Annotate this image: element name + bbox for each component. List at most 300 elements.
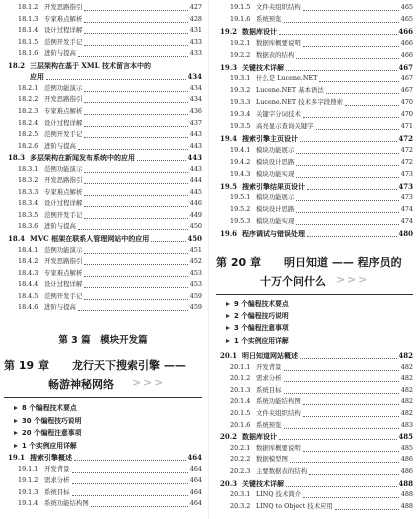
section-number: 19.1.4 — [18, 499, 39, 508]
page-number: 472 — [400, 157, 413, 166]
chapter-subtitle: 畅游神秘网络 — [48, 378, 114, 391]
section-title: 文件夹组织结构 — [256, 409, 301, 417]
dot-leader — [303, 405, 399, 417]
dot-leader — [319, 70, 399, 82]
page-number: 434 — [189, 83, 202, 92]
page-number: 464 — [189, 499, 202, 508]
section-title: 系统功能结构图 — [256, 397, 301, 406]
section-number: 18.1.6 — [18, 49, 39, 58]
page-number: 482 — [400, 385, 413, 394]
section-number: 19.1.3 — [18, 487, 39, 496]
section-title: 系统目标 — [256, 385, 282, 394]
section-number: 19.2.2 — [230, 50, 251, 59]
section-number: 19.1.5 — [230, 3, 251, 11]
dot-leader — [326, 82, 399, 94]
section-number: 19.2.1 — [230, 38, 251, 47]
section-title: 明日知道网站概述 — [242, 351, 298, 360]
page-number: 450 — [189, 222, 202, 231]
page-number: 459 — [189, 291, 202, 300]
page-number: 482 — [400, 397, 413, 406]
section-title: 系统目标 — [44, 487, 70, 496]
bullet-text: 2 个编程技巧说明 — [234, 312, 289, 321]
section-title: 搜索引擎结果页设计 — [242, 181, 305, 191]
triangle-bullet-icon — [226, 339, 230, 343]
bullet-text: 9 个编程技术要点 — [234, 300, 289, 308]
section-number: 18.3.5 — [18, 210, 39, 219]
page-number: 443 — [189, 164, 202, 173]
dot-leader — [316, 118, 399, 130]
page-number: 467 — [400, 74, 413, 83]
page-number: 446 — [189, 199, 202, 208]
section-title: 设计过程详解 — [44, 26, 83, 35]
dot-leader — [284, 417, 399, 429]
section-title: 范例开发手记 — [44, 210, 83, 219]
section-title: 应用 — [30, 72, 44, 82]
section-title: 搜索引擎主页设计 — [242, 133, 298, 143]
chapter-title: 明日知道 —— 程序员的 — [284, 256, 402, 269]
dot-leader — [307, 225, 399, 237]
section-number: 19.1.6 — [230, 14, 251, 23]
page-number: 474 — [400, 205, 413, 214]
section-title: 开发思路指引 — [44, 3, 83, 11]
page-number: 443 — [189, 141, 202, 150]
part-heading: 第 3 篇 模块开发篇 — [58, 335, 148, 346]
section-title: Lucene.NET 技术多字段搜索 — [256, 98, 343, 107]
section-number: 19.2 — [220, 26, 238, 36]
page-number: 473 — [400, 169, 413, 178]
section-number: 20.1.5 — [230, 409, 251, 417]
page-number: 483 — [400, 420, 413, 429]
section-number: 18.2.6 — [18, 141, 39, 150]
dot-leader — [84, 34, 188, 46]
section-title: 需求分析 — [44, 476, 70, 485]
section-title: 三层架构在基于 XML 技术留言本中的 — [30, 60, 151, 70]
section-number: 18.3.2 — [18, 176, 39, 185]
dot-leader — [84, 253, 188, 265]
page-number: 471 — [400, 122, 413, 130]
section-number: 18.1.4 — [18, 26, 39, 35]
toc-entry[interactable] — [212, 501, 417, 512]
dot-leader — [151, 230, 188, 242]
section-title: 开发背景 — [256, 362, 282, 371]
section-title: 开发思路指引 — [44, 257, 83, 266]
page-number: 450 — [187, 234, 202, 243]
section-title: 模块功能展示 — [256, 145, 295, 154]
dot-leader — [303, 440, 399, 452]
page-number: 464 — [189, 487, 202, 496]
page-number: 466 — [400, 50, 413, 59]
dot-leader — [84, 172, 188, 184]
section-number: 18.2.5 — [18, 130, 39, 139]
section-number: 20.1.3 — [230, 385, 251, 394]
section-title: 模块功能实现 — [256, 169, 295, 178]
section-title: 数据库设计 — [242, 26, 277, 36]
section-number: 18.4.3 — [18, 268, 39, 277]
section-title: 主要数据表的结构 — [256, 467, 308, 475]
section-title: 数据库设计 — [242, 432, 277, 442]
dot-leader — [286, 475, 399, 487]
section-number: 18.3.3 — [18, 187, 39, 196]
page-number: 452 — [189, 257, 202, 266]
section-number: 19.4.3 — [230, 169, 251, 178]
page-number: 470 — [400, 110, 413, 119]
section-number: 18.4.4 — [18, 280, 39, 289]
section-number: 18.3.1 — [18, 164, 39, 173]
dot-leader — [84, 91, 188, 103]
page-number: 466 — [400, 38, 413, 47]
feature-bullet — [226, 310, 417, 322]
dot-leader — [335, 498, 399, 510]
page-number: 431 — [189, 26, 202, 35]
dot-leader — [284, 370, 399, 382]
page-number: 472 — [400, 145, 413, 154]
section-number: 18.2.4 — [18, 118, 39, 127]
feature-bullet — [14, 415, 206, 427]
page-number: 485 — [400, 443, 413, 452]
page-number: 488 — [398, 478, 413, 488]
section-title: 范例开发手记 — [44, 130, 83, 139]
section-number: 19.1.1 — [18, 464, 39, 473]
section-title: 数据表的结构 — [256, 50, 295, 59]
section-number: 18.1.3 — [18, 14, 39, 23]
dot-leader — [303, 35, 399, 47]
toc-entry[interactable] — [212, 228, 417, 239]
section-number: 18.2.2 — [18, 95, 39, 104]
section-number: 18.3 — [8, 153, 26, 163]
page-number: 437 — [189, 118, 202, 127]
section-number: 18.2.1 — [18, 83, 39, 92]
column-divider — [208, 0, 209, 519]
dot-leader — [137, 149, 188, 161]
page-number: 436 — [189, 106, 202, 115]
section-number: 19.5.1 — [230, 193, 251, 202]
triangle-bullet-icon — [226, 302, 230, 306]
dot-leader — [279, 23, 399, 35]
section-number: 19.3.2 — [230, 86, 251, 95]
section-title: 范例开发手记 — [44, 37, 83, 46]
dot-leader — [78, 299, 188, 311]
dot-leader — [91, 495, 188, 507]
section-number: 19.1 — [8, 453, 26, 462]
section-number: 18.1.5 — [18, 37, 39, 46]
page-number: 443 — [187, 153, 202, 163]
triangle-bullet-icon — [14, 431, 18, 435]
dot-leader — [84, 0, 188, 11]
page-number: 464 — [189, 464, 202, 473]
dot-leader — [279, 428, 399, 440]
section-number: 20.1.6 — [230, 420, 251, 429]
dot-leader — [78, 45, 188, 57]
dot-leader — [290, 451, 399, 463]
chevron-decor-icon: > > > — [336, 273, 367, 286]
section-number: 20.2.2 — [230, 455, 251, 464]
toc-entry[interactable] — [0, 48, 206, 59]
bullet-text: 8 个编程技术要点 — [22, 404, 77, 412]
chapter-rule — [216, 294, 413, 295]
section-title: Lucene.NET 基本语法 — [256, 86, 324, 95]
section-title: 程序调试与错误处理 — [242, 229, 305, 239]
section-title: 范例功能演示 — [44, 83, 83, 92]
section-number: 20.2.3 — [230, 467, 251, 475]
section-title: LINQ 技术简介 — [256, 490, 302, 499]
dot-leader — [84, 207, 188, 219]
dot-leader — [72, 472, 188, 484]
feature-bullet — [226, 335, 417, 347]
section-number: 19.3.3 — [230, 98, 251, 107]
dot-leader — [284, 382, 399, 394]
section-title: 模块功能展示 — [256, 193, 295, 202]
section-title: 搜索引擎概述 — [30, 453, 72, 462]
section-title: 关键技术详解 — [242, 478, 284, 488]
chapter-heading — [212, 252, 417, 296]
dot-leader — [296, 47, 399, 59]
section-number: 20.3 — [220, 478, 238, 488]
section-title: 模块设计思路 — [256, 157, 295, 166]
section-title: 数据库概要说明 — [256, 443, 301, 452]
section-title: 范例功能演示 — [44, 164, 83, 173]
page-number: 482 — [400, 362, 413, 371]
section-number: 20.3.1 — [230, 490, 251, 499]
page-number: 486 — [400, 467, 413, 475]
chapter-rule — [4, 397, 202, 398]
page-number: 482 — [398, 351, 413, 360]
page-number: 474 — [400, 217, 413, 226]
section-title: 专家难点解析 — [44, 187, 83, 196]
dot-leader — [296, 189, 399, 201]
dot-leader — [78, 218, 188, 230]
dot-leader — [84, 195, 188, 207]
section-title: 设计过程详解 — [44, 199, 83, 208]
dot-leader — [303, 106, 399, 118]
section-title: 模块设计思路 — [256, 205, 295, 214]
dot-leader — [78, 138, 188, 150]
section-number: 19.4.2 — [230, 157, 251, 166]
dot-leader — [72, 461, 188, 473]
page-number: 453 — [189, 280, 202, 289]
dot-leader — [84, 184, 188, 196]
section-title: 设计过程详解 — [44, 118, 83, 127]
dot-leader — [46, 68, 188, 80]
feature-bullet — [226, 298, 417, 310]
section-number: 19.4.1 — [230, 145, 251, 154]
dot-leader — [84, 242, 188, 254]
dot-leader — [84, 115, 188, 127]
page-number: 465 — [400, 3, 413, 11]
page-number: 443 — [189, 130, 202, 139]
page-number: 467 — [400, 86, 413, 95]
page-number: 473 — [398, 181, 413, 191]
page-number: 472 — [398, 133, 413, 143]
bullet-text: 1 个实例应用详解 — [22, 441, 77, 450]
section-number: 18.4.1 — [18, 245, 39, 254]
page-number: 480 — [398, 229, 413, 239]
section-number: 19.6 — [220, 229, 238, 239]
bullet-text: 20 个编程注意事项 — [22, 429, 82, 437]
section-title: 范例功能演示 — [44, 245, 83, 254]
dot-leader — [84, 126, 188, 138]
dot-leader — [307, 178, 399, 190]
section-number: 19.3 — [220, 62, 238, 72]
section-number: 20.1.2 — [230, 374, 251, 383]
page-number: 485 — [398, 432, 413, 442]
section-title: 进阶与提高 — [44, 141, 76, 150]
dot-leader — [296, 213, 399, 225]
dot-leader — [84, 276, 188, 288]
section-number: 18.4.6 — [18, 303, 39, 312]
page-number: 488 — [400, 490, 413, 499]
chapter-number: 第 20 章 — [216, 256, 261, 269]
page-number: 449 — [189, 210, 202, 219]
page-number: 464 — [189, 476, 202, 485]
section-title: 进阶与提高 — [44, 303, 76, 312]
section-title: 数据库概要说明 — [256, 38, 301, 47]
section-number: 18.4.2 — [18, 257, 39, 266]
toc-entry[interactable] — [0, 498, 206, 509]
section-title: 数据模型图 — [256, 455, 288, 464]
chapter-number: 第 19 章 — [4, 359, 49, 372]
section-title: 专家难点解析 — [44, 14, 83, 23]
dot-leader — [84, 22, 188, 34]
bullet-text: 30 个编程技巧说明 — [22, 416, 82, 425]
section-title: 专家难点解析 — [44, 106, 83, 115]
dot-leader — [296, 142, 399, 154]
section-title: 范例开发手记 — [44, 291, 83, 300]
section-number: 18.3.4 — [18, 199, 39, 208]
dot-leader — [74, 449, 188, 461]
dot-leader — [84, 103, 188, 115]
page-number: 486 — [400, 455, 413, 464]
dot-leader — [309, 463, 399, 475]
chapter-subtitle: 十万个问什么 — [260, 275, 326, 288]
section-number: 18.2.3 — [18, 106, 39, 115]
page-number: 482 — [400, 409, 413, 417]
section-title: 文件夹组织结构 — [256, 3, 301, 11]
section-title: 进阶与提高 — [44, 222, 76, 231]
page-number: 453 — [189, 268, 202, 277]
section-number: 20.3.2 — [230, 501, 251, 510]
dot-leader — [84, 11, 188, 23]
dot-leader — [303, 0, 399, 11]
dot-leader — [84, 161, 188, 173]
dot-leader — [296, 166, 399, 178]
section-number: 19.4 — [220, 133, 238, 143]
dot-leader — [345, 94, 399, 106]
section-number: 19.1.2 — [18, 476, 39, 485]
chapter-heading — [0, 355, 206, 399]
dot-leader — [284, 359, 399, 371]
page-number: 488 — [400, 501, 413, 510]
dot-leader — [286, 59, 399, 71]
section-title: 什么是 Lucene.NET — [256, 74, 318, 83]
section-number: 18.4.5 — [18, 291, 39, 300]
triangle-bullet-icon — [226, 326, 230, 330]
feature-bullet — [14, 427, 206, 439]
section-number: 19.3.4 — [230, 110, 251, 119]
dot-leader — [84, 288, 188, 300]
section-number: 20.1.1 — [230, 362, 251, 371]
triangle-bullet-icon — [226, 314, 230, 318]
dot-leader — [300, 347, 399, 359]
section-number: 20.2.1 — [230, 443, 251, 452]
page-number: 428 — [189, 14, 202, 23]
feature-bullet — [14, 402, 206, 414]
section-title: LINQ to Object 技术应用 — [256, 501, 333, 510]
dot-leader — [296, 201, 399, 213]
section-title: 开发思路指引 — [44, 95, 83, 104]
section-number: 19.5.2 — [230, 205, 251, 214]
toc-entry[interactable] — [0, 302, 206, 313]
section-title: 模块功能实现 — [256, 217, 295, 226]
section-title: 关键字分词技术 — [256, 110, 301, 119]
page-number: 434 — [189, 95, 202, 104]
triangle-bullet-icon — [14, 444, 18, 448]
section-number: 20.2 — [220, 432, 238, 442]
bullet-text: 3 个编程注意事项 — [234, 324, 289, 333]
page-number: 467 — [398, 62, 413, 72]
page-number: 445 — [189, 187, 202, 196]
dot-leader — [296, 154, 399, 166]
page-number: 473 — [400, 193, 413, 202]
section-number: 20.1 — [220, 351, 238, 360]
page-number: 470 — [400, 98, 413, 107]
section-title: MVC 框架在联系人管理网站中的应用 — [30, 234, 150, 243]
section-number: 18.2 — [8, 60, 26, 70]
dot-leader — [72, 484, 188, 496]
dot-leader — [84, 80, 188, 92]
page-number: 434 — [187, 72, 202, 82]
section-number: 19.3.1 — [230, 74, 251, 83]
chevron-decor-icon: > > > — [132, 376, 163, 389]
section-title: 进阶与提高 — [44, 49, 76, 58]
page-number: 433 — [189, 37, 202, 46]
bullet-text: 1 个实例应用详解 — [234, 336, 289, 345]
section-number: 20.1.4 — [230, 397, 251, 406]
dot-leader — [303, 393, 399, 405]
triangle-bullet-icon — [14, 406, 18, 410]
page-number: 444 — [189, 176, 202, 185]
triangle-bullet-icon — [14, 419, 18, 423]
feature-bullet — [226, 322, 417, 334]
page-number: 451 — [189, 245, 202, 254]
section-title: 开发思路指引 — [44, 176, 83, 185]
section-title: 需求分析 — [256, 374, 282, 383]
section-number: 19.3.5 — [230, 122, 251, 130]
section-number: 18.1.2 — [18, 3, 39, 11]
section-title: 高亮显示查询关键字 — [256, 122, 314, 130]
section-number: 19.5 — [220, 181, 238, 191]
page-number: 466 — [398, 26, 413, 36]
page-number: 482 — [400, 374, 413, 383]
page-number: 433 — [189, 49, 202, 58]
section-title: 系统预览 — [256, 420, 282, 429]
section-number: 19.5.3 — [230, 217, 251, 226]
section-title: 多层架构在新闻发布系统中的应用 — [30, 153, 135, 163]
section-number: 18.4 — [8, 234, 26, 243]
dot-leader — [84, 265, 188, 277]
dot-leader — [303, 486, 399, 498]
dot-leader — [300, 130, 399, 142]
section-title: 开发背景 — [44, 464, 70, 473]
chapter-title: 龙行天下搜索引擎 —— — [72, 359, 186, 372]
page-number: 459 — [189, 303, 202, 312]
section-number: 18.3.6 — [18, 222, 39, 231]
dot-leader — [284, 11, 399, 23]
section-title: 设计过程详解 — [44, 280, 83, 289]
section-title: 系统功能结构图 — [44, 499, 89, 508]
section-title: 系统预览 — [256, 14, 282, 23]
page-number: 464 — [187, 453, 202, 462]
section-title: 关键技术详解 — [242, 62, 284, 72]
